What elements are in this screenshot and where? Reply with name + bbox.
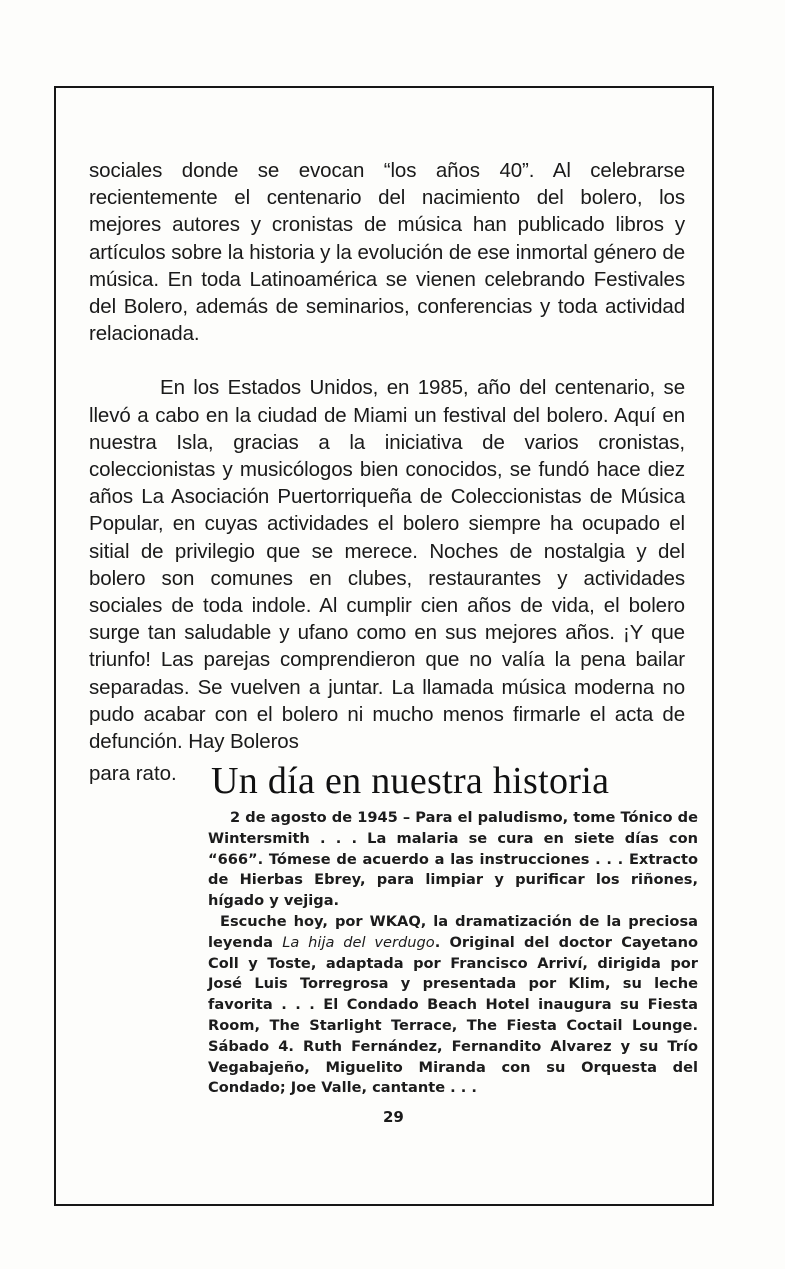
history-entry-2-before: Escuche hoy, por WKAQ, la dramatización de la preciosa leyenda <box>208 912 698 951</box>
main-text <box>89 157 685 755</box>
paragraph-1: sociales donde se evocan “los años 40”. Al celebrarse recientemente el centenario del nacimiento del bolero, los mejores autores y cronistas de música han publicado libros y artículos sobre la historia y la evolución de ese inmortal género de música. En toda Latinoamérica se vienen celebrando Festivales del Bolero, además de seminarios, conferencias y toda actividad relacionada. <box>89 159 685 346</box>
history-entry-1-text: – Para el paludismo, tome Tónico de Wintersmith . . . La malaria se cura en siete días con “666”. Tómese de acuerdo a las instrucciones . . . Extracto de Hierbas Ebrey, para limpiar y purificar los riñones, hígado y vejiga. <box>208 809 698 910</box>
history-entry-2-italic: La hija del verdugo <box>282 933 435 951</box>
history-entry-1 <box>208 808 698 912</box>
paragraph-2: En los Estados Unidos, en 1985, año del centenario, se llevó a cabo en la ciudad de Miami un festival del bolero. Aquí en nuestra Isla, gracias a la iniciativa de varios cronistas, coleccionistas y musicólogos bien conocidos, se fundó hace diez años La Asociación Puertorriqueña de Coleccionistas de Música Popular, en cuyas actividades el bolero siempre ha ocupado el sitial de privilegio que se merece. Noches de nostalgia y del bolero son comunes en clubes, restaurantes y actividades sociales de toda indole. Al cumplir cien años de vida, el bolero surge tan saludable y ufano como en sus mejores años. ¡Y que triunfo! Las parejas comprendieron que no valía la pena bailar separadas. Se vuelven a juntar. La llamada música moderna no pudo acabar con el bolero ni mucho menos firmarle el acta de defunción. Hay Boleros <box>89 376 685 754</box>
history-entry-2 <box>208 912 698 1099</box>
history-box-title: Un día en nuestra historia <box>211 760 610 802</box>
history-entry-2-after: . Original del doctor Cayetano Coll y Toste, adaptada por Francisco Arriví, dirigida por José Luis Torregrosa y presentada por Klim, su leche favorita . . . El Condado Beach Hotel inaugura su Fiesta Room, The Starlight Terrace, The Fiesta Coctail Lounge. Sábado 4. Ruth Fernández, Fernandito Alvarez y su Trío Vegabajeño, Miguelito Miranda con su Orquesta del Condado; Joe Valle, cantante . . . <box>208 933 698 1097</box>
history-box-body <box>208 808 698 1099</box>
history-date: 2 de agosto de 1945 <box>230 809 398 826</box>
paragraph-tail: para rato. <box>89 762 177 785</box>
page-number: 29 <box>383 1108 404 1126</box>
